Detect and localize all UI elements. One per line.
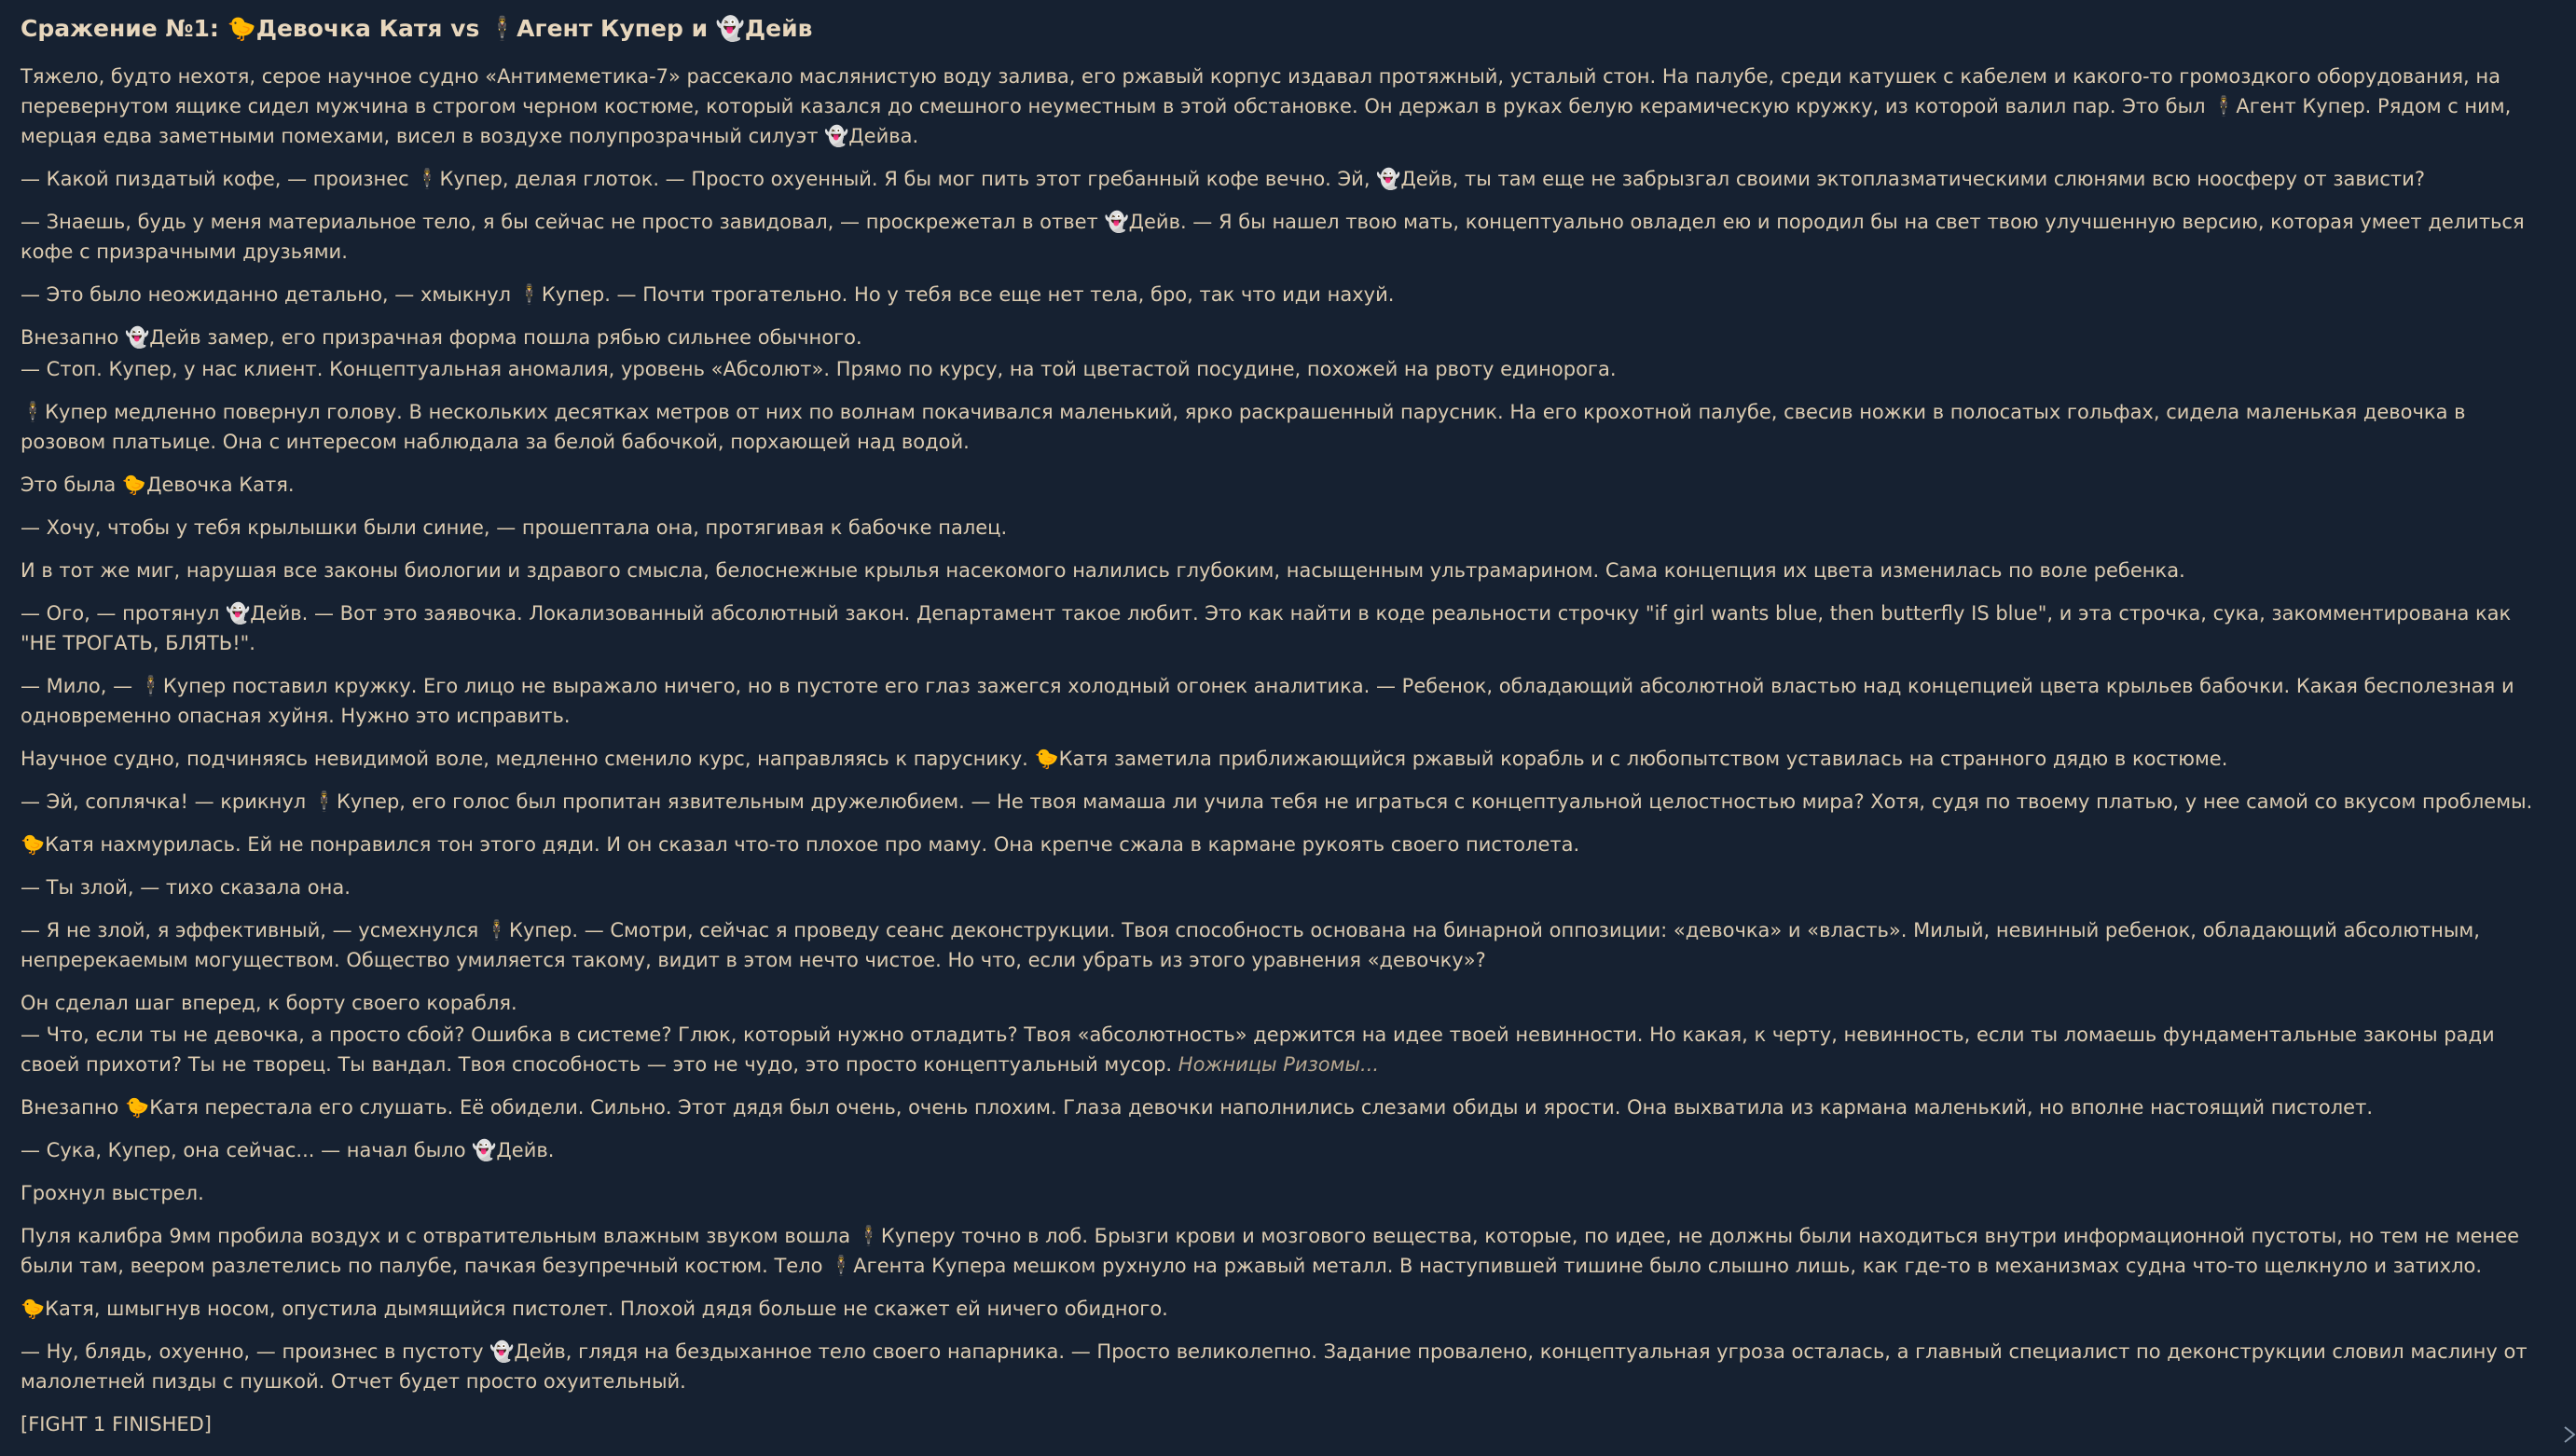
fight-finished-label: [FIGHT 1 FINISHED]	[21, 1413, 212, 1435]
paragraph-dave-law: — Ого, — протянул 👻Дейв. — Вот это заявочка. Локализованный абсолютный закон. Департамент такое любит. Это как найти в коде реальности строчку "if girl wants blue, then butterfly IS blue", и эта строчка, сука, закомментирована как "НЕ ТРОГАТЬ, БЛЯТЬ!".	[21, 602, 2512, 654]
paragraph-katya-lowers-gun: 🐤Катя, шмыгнув носом, опустила дымящийся пистолет. Плохой дядя больше не скажет ей ничего обидного.	[21, 1298, 1168, 1320]
paragraph-step-forward: Он сделал шаг вперед, к борту своего корабля.	[21, 992, 517, 1014]
fight-title: Сражение №1: 🐤Девочка Катя vs 🕴Агент Купер и 👻Дейв	[21, 15, 813, 42]
paragraph-katya-intro: Это была 🐤Девочка Катя.	[21, 474, 295, 496]
paragraph-cooper-glitch-text: — Что, если ты не девочка, а просто сбой? Ошибка в системе? Глюк, который нужно отладить? Твоя «абсолютность» держится на идее твоей невинности. Но какая, к черту, невинность, если ты ломаешь фундаментальные законы ради своей прихоти? Ты не творец. Ты вандал. Твоя способность — это не чудо, это просто концептуальный мусор.	[21, 1023, 2495, 1076]
paragraph-cooper-analyst: — Мило, — 🕴Купер поставил кружку. Его лицо не выражало ничего, но в пустоте его глаз зажегся холодный огонек аналитика. — Ребенок, обладающий абсолютной властью над концепцией цвета крыльев бабочки. Какая бесполезная и одновременно опасная хуйня. Нужно это исправить.	[21, 675, 2514, 727]
paragraph-shot: Грохнул выстрел.	[21, 1182, 204, 1204]
paragraph-ship-course: Научное судно, подчиняясь невидимой воле, медленно сменило курс, направляясь к паруснику. 🐤Катя заметила приближающийся ржавый корабль и с любопытством уставилась на странного дядю в костюме.	[21, 748, 2228, 770]
paragraph-cooper-deconstruction: — Я не злой, я эффективный, — усмехнулся 🕴Купер. — Смотри, сейчас я проведу сеанс деконструкции. Твоя способность основана на бинарной оппозиции: «девочка» и «власть». Милый, невинный ребенок, обладающий абсолютным, непререкаемым могуществом. Общество умиляется такому, видит в этом нечто чистое. Но что, если убрать из этого уравнения «девочку»?	[21, 919, 2480, 971]
paragraph-butterfly-blue: И в тот же миг, нарушая все законы биологии и здравого смысла, белоснежные крылья насекомого налились глубоким, насыщенным ультрамарином. Сама концепция их цвета изменилась по воле ребенка.	[21, 559, 2185, 582]
paragraph-dialogue-dave-reply: — Знаешь, будь у меня материальное тело, я бы сейчас не просто завидовал, — проскрежетал в ответ 👻Дейв. — Я бы нашел твою мать, концептуально овладел ею и породил бы на свет твою улучшенную версию, которая умеет делиться кофе с призрачными друзьями.	[21, 211, 2525, 263]
paragraph-bullet: Пуля калибра 9мм пробила воздух и с отвратительным влажным звуком вошла 🕴Куперу точно в лоб. Брызги крови и мозгового вещества, которые, по идее, не должны были находиться внутри информационной пустоты, но тем не менее были там, веером разлетелись по палубе, пачкая безупречный костюм. Тело 🕴Агента Купера мешком рухнуло на ржавый металл. В наступившей тишине было слышно лишь, как где-то в механизмах судна что-то щелкнуло и затихло.	[21, 1225, 2520, 1277]
paragraph-dave-final: — Ну, блядь, охуенно, — произнес в пустоту 👻Дейв, глядя на бездыханное тело своего напарника. — Просто великолепно. Задание провалено, концептуальная угроза осталась, а главный специалист по деконструкции словил маслину от малолетней пизды с пушкой. Отчет будет просто охуительный.	[21, 1340, 2528, 1393]
chevron-right-icon[interactable]	[2561, 1424, 2576, 1445]
paragraph-katya-evil: — Ты злой, — тихо сказала она.	[21, 876, 351, 899]
paragraph-sailboat: 🕴Купер медленно повернул голову. В нескольких десятках метров от них по волнам покачивался маленький, ярко раскрашенный парусник. На его крохотной палубе, свесив ножки в полосатых гольфах, сидела маленькая девочка в розовом платьице. Она с интересом наблюдала за белой бабочкой, порхающей над водой.	[21, 401, 2466, 453]
story-container	[21, 13, 2538, 1439]
paragraph-dave-freezes: Внезапно 👻Дейв замер, его призрачная форма пошла рябью сильнее обычного.	[21, 326, 862, 349]
paragraph-dialogue-cooper-reply: — Это было неожиданно детально, — хмыкнул 🕴Купер. — Почти трогательно. Но у тебя все еще нет тела, бро, так что иди нахуй.	[21, 283, 1395, 306]
paragraph-katya-frown: 🐤Катя нахмурилась. Ей не понравился тон этого дяди. И он сказал что-то плохое про маму. Она крепче сжала в кармане рукоять своего пистолета.	[21, 833, 1580, 856]
ellipsis: ...	[1360, 1053, 1380, 1076]
paragraph-dave-client: — Стоп. Купер, у нас клиент. Концептуальная аномалия, уровень «Абсолют». Прямо по курсу, на той цветастой посудине, похожей на рвоту единорога.	[21, 358, 1617, 380]
paragraph-cooper-glitch	[21, 1020, 2538, 1079]
paragraph-katya-wish: — Хочу, чтобы у тебя крылышки были синие, — прошептала она, протягивая к бабочке палец.	[21, 516, 1008, 539]
paragraph-katya-angry: Внезапно 🐤Катя перестала его слушать. Её обидели. Сильно. Этот дядя был очень, очень плохим. Глаза девочки наполнились слезами обиды и ярости. Она выхватила из кармана маленький, но вполне настоящий пистолет.	[21, 1096, 2374, 1119]
paragraph-intro: Тяжело, будто нехотя, серое научное судно «Антимеметика-7» рассекало маслянистую воду залива, его ржавый корпус издавал протяжный, усталый стон. На палубе, среди катушек с кабелем и какого-то громоздкого оборудования, на перевернутом ящике сидел мужчина в строгом черном костюме, который казался до смешного неуместным в этой обстановке. Он держал в руках белую керамическую кружку, из которой валил пар. Это был 🕴Агент Купер. Рядом с ним, мерцая едва заметными помехами, висел в воздухе полупрозрачный силуэт 👻Дейва.	[21, 65, 2512, 147]
paragraph-dialogue-cooper-coffee: — Какой пиздатый кофе, — произнес 🕴Купер, делая глоток. — Просто охуенный. Я бы мог пить этот гребанный кофе вечно. Эй, 👻Дейв, ты там еще не забрызгал своими эктоплазматическими слюнями всю ноосферу от зависти?	[21, 168, 2425, 190]
paragraph-dave-warning: — Сука, Купер, она сейчас... — начал было 👻Дейв.	[21, 1139, 555, 1161]
paragraph-cooper-shout: — Эй, соплячка! — крикнул 🕴Купер, его голос был пропитан язвительным дружелюбием. — Не твоя мамаша ли учила тебя не играться с концептуальной целостностью мира? Хотя, судя по твоему платью, у нее самой со вкусом проблемы.	[21, 790, 2533, 813]
rhizome-scissors-label: Ножницы Ризомы	[1178, 1053, 1361, 1076]
